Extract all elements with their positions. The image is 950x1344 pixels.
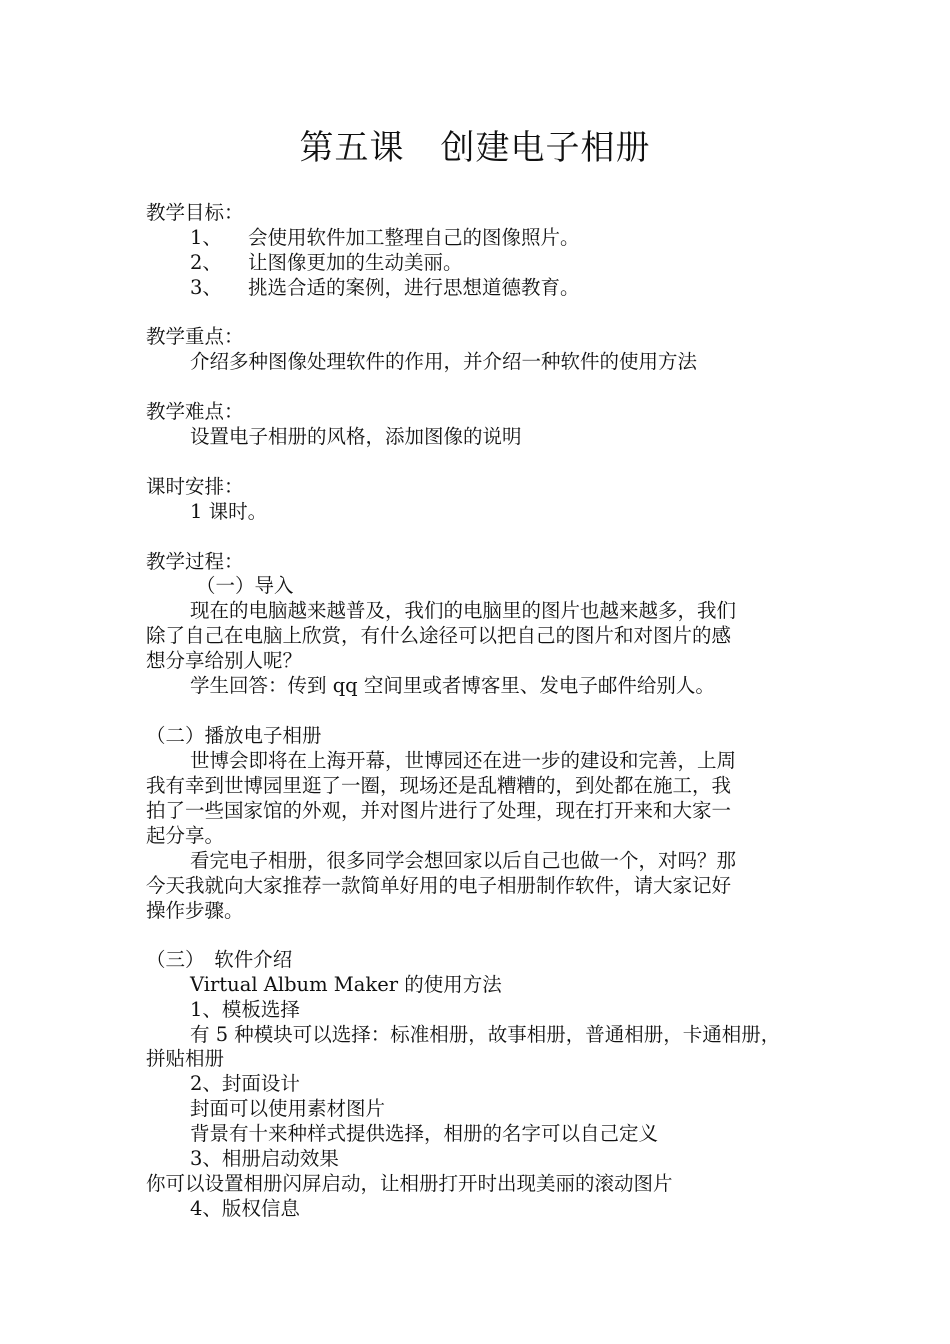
paragraph-line: 操作步骤。	[146, 899, 244, 922]
step-heading: 3、相册启动效果	[190, 1147, 339, 1170]
schedule-label: 课时安排：	[146, 475, 244, 498]
objective-text: 让图像更加的生动美丽。	[248, 251, 463, 274]
objective-number: 1、	[190, 226, 222, 249]
paragraph-line: 我有幸到世博园里逛了一圈，现场还是乱糟糟的，到处都在施工，我	[146, 774, 732, 797]
objective-text: 挑选合适的案例，进行思想道德教育。	[248, 276, 580, 299]
paragraph-line: 背景有十来种样式提供选择，相册的名字可以自己定义	[190, 1122, 659, 1145]
title-lesson-name: 创建电子相册	[440, 128, 651, 168]
paragraph-line: 想分享给别人呢？	[146, 649, 303, 672]
paragraph-line: 你可以设置相册闪屏启动，让相册打开时出现美丽的滚动图片	[146, 1172, 673, 1195]
objective-item	[190, 226, 950, 250]
objective-number: 3、	[190, 276, 222, 299]
paragraph-line: 拼贴相册	[146, 1047, 225, 1070]
objective-item	[190, 276, 950, 300]
difficulties-label: 教学难点：	[146, 400, 244, 423]
difficulties-text: 设置电子相册的风格，添加图像的说明	[190, 425, 522, 448]
key-points-label: 教学重点：	[146, 325, 244, 348]
paragraph-line: 现在的电脑越来越普及，我们的电脑里的图片也越来越多，我们	[190, 599, 737, 622]
software-name: Virtual Album Maker 的使用方法	[190, 973, 502, 996]
process-label: 教学过程：	[146, 550, 244, 573]
paragraph-line: 封面可以使用素材图片	[190, 1097, 386, 1120]
step-heading: 1、模板选择	[190, 998, 300, 1021]
step-heading: 4、版权信息	[190, 1197, 300, 1220]
paragraph-line: 看完电子相册，很多同学会想回家以后自己也做一个，对吗？那	[190, 849, 737, 872]
software-heading: （三） 软件介绍	[146, 948, 293, 971]
paragraph-line: 拍了一些国家馆的外观，并对图片进行了处理，现在打开来和大家一	[146, 799, 732, 822]
paragraph-line: 除了自己在电脑上欣赏，有什么途径可以把自己的图片和对图片的感	[146, 624, 732, 647]
step-heading: 2、封面设计	[190, 1072, 300, 1095]
title-lesson-number: 第五课	[299, 128, 405, 168]
objective-number: 2、	[190, 251, 222, 274]
paragraph-line: 起分享。	[146, 824, 225, 847]
intro-answer: 学生回答：传到 qq 空间里或者博客里、发电子邮件给别人。	[190, 674, 715, 697]
paragraph-line: 今天我就向大家推荐一款简单好用的电子相册制作软件，请大家记好	[146, 874, 732, 897]
objectives-label: 教学目标：	[146, 201, 244, 224]
objective-text: 会使用软件加工整理自己的图像照片。	[248, 226, 580, 249]
schedule-text: 1 课时。	[190, 500, 268, 523]
play-heading: （二）播放电子相册	[146, 724, 322, 747]
objective-item	[190, 251, 950, 275]
page-title	[0, 126, 950, 170]
key-points-text: 介绍多种图像处理软件的作用，并介绍一种软件的使用方法	[190, 350, 698, 373]
intro-heading: （一）导入	[196, 574, 294, 597]
paragraph-line: 有 5 种模块可以选择：标准相册，故事相册，普通相册，卡通相册，	[190, 1023, 781, 1046]
paragraph-line: 世博会即将在上海开幕，世博园还在进一步的建设和完善，上周	[190, 749, 737, 772]
